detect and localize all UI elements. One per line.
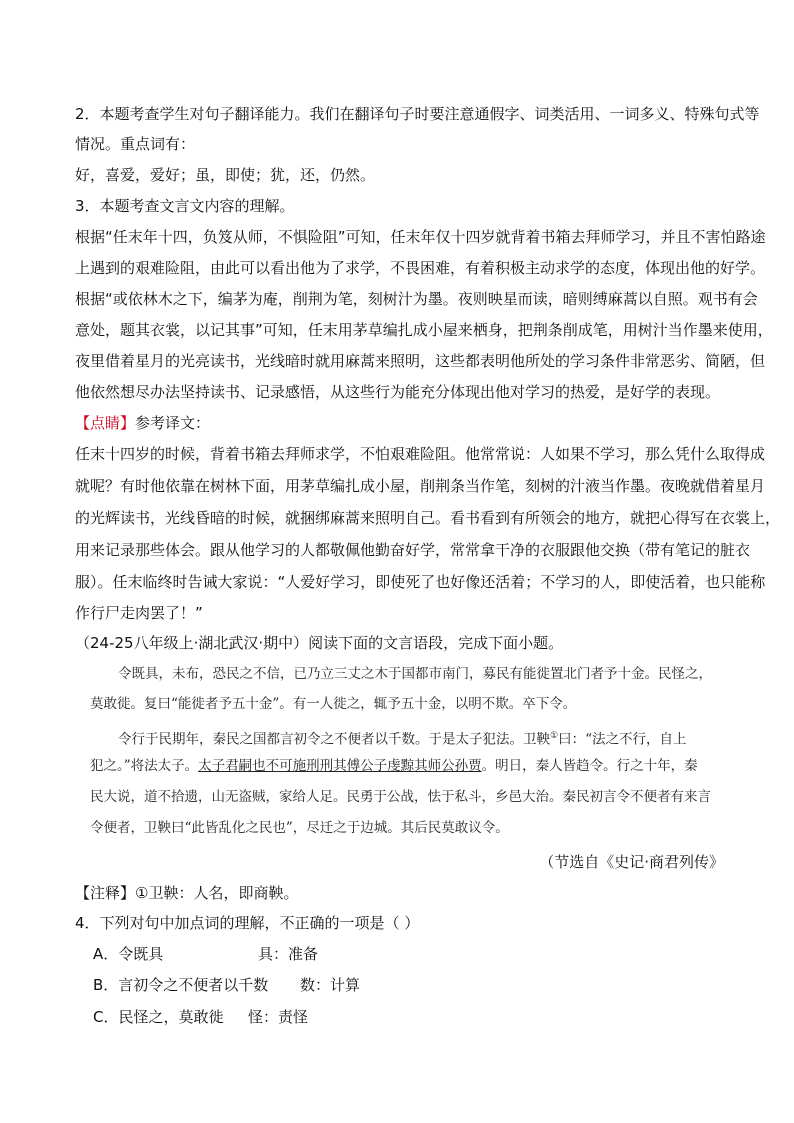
q3-analysis-line6: 夜里借着星月的光亮读书，光线暗时就用麻蒿来照明，这些都表明他所处的学习条件非常恶劣、简陋，但 <box>75 352 766 370</box>
passage-intro: （24-25八年级上·湖北武汉·期中）阅读下面的文言语段，完成下面小题。 <box>75 634 564 652</box>
passage-p2-line2 <box>90 756 730 776</box>
option-b-meaning: 数：计算 <box>300 976 361 994</box>
q2-analysis-line2: 情况。重点词有： <box>75 135 196 153</box>
option-c-label: C．民怪之，莫敢徙 <box>93 1008 224 1026</box>
q3-analysis-line1: 3．本题考查文言文内容的理解。 <box>75 197 295 215</box>
p2-line2-b: 。明日，秦人皆趋令。行之十年，秦 <box>481 758 698 774</box>
option-c[interactable] <box>93 1007 693 1027</box>
passage-note <box>75 883 735 903</box>
p2-line1-text: 令行于民期年，秦民之国都言初令之不便者以千数。于是太子犯法。卫鞅 <box>118 731 550 748</box>
note-tag: 【注释】 <box>75 884 136 902</box>
translation-line5: 服）。任末临终时告诫大家说：“人爱好学习，即使死了也好像还活着；不学习的人，即使活着，也只能称 <box>75 573 766 591</box>
q3-analysis-line3: 上遇到的艰难险阻，由此可以看出他为了求学，不畏困难，有着积极主动求学的态度，体现出他的好学。 <box>75 259 766 277</box>
option-b[interactable] <box>93 975 693 995</box>
question4-stem: 4．下列对句中加点词的理解，不正确的一项是（ ） <box>75 914 420 932</box>
passage-p2-line1 <box>118 726 758 750</box>
q2-analysis-line1: 2．本题考查学生对句子翻译能力。我们在翻译句子时要注意通假字、词类活用、一词多义、特殊句式等 <box>75 105 760 123</box>
passage-source: （节选自《史记·商君列传》 <box>539 853 724 871</box>
p2-line2-a: 犯之。”将法太子。 <box>90 758 199 774</box>
passage-p1-line2: 莫敢徙。复曰“能徙者予五十金”。有一人徙之，辄予五十金，以明不欺。卒下令。 <box>90 696 577 712</box>
option-a-meaning: 具：准备 <box>258 945 319 963</box>
q2-analysis-line3: 好，喜爱，爱好；虽，即使；犹，还，仍然。 <box>75 166 376 184</box>
dianjing-label: 参考译文： <box>135 414 211 432</box>
footnote-marker: ① <box>550 731 559 741</box>
option-c-meaning: 怪：责怪 <box>248 1008 309 1026</box>
passage-p2-line3: 民大说，道不拾遗，山无盗贼，家给人足。民勇于公战，怯于私斗，乡邑大治。秦民初言令不便者有来言 <box>90 789 711 805</box>
translation-line4: 用来记录那些体会。跟从他学习的人都敬佩他勤奋好学，常常拿干净的衣服跟他交换（带有笔记的脏衣 <box>75 541 751 559</box>
q3-analysis-line7: 他依然想尽办法坚持读书、记录感悟，从这些行为能充分体现出他对学习的热爱，是好学的表现。 <box>75 383 721 401</box>
option-a[interactable] <box>93 944 693 964</box>
option-a-label: A．令既具 <box>93 945 164 963</box>
translation-line2: 就呢？有时他依靠在树林下面，用茅草编扎成小屋，削荆条当作笔，刻树的汁液当作墨。夜晚就借着星月 <box>75 477 766 495</box>
q3-analysis-line5: 意处，题其衣裳，以记其事”可知，任末用茅草编扎成小屋来栖身，把荆条削成笔，用树汁当作墨来使用， <box>75 321 773 339</box>
dianjing-heading <box>75 413 735 433</box>
note-text: ①卫鞅：人名，即商鞅。 <box>135 884 299 902</box>
dianjing-tag: 【点睛】 <box>75 414 136 432</box>
passage-p2-line4: 令便者，卫鞅曰“此皆乱化之民也”，尽迁之于边城。其后民莫敢议令。 <box>90 820 509 836</box>
translation-line3: 的光辉读书，光线昏暗的时候，就捆绑麻蒿来照明自己。看书看到有所领会的地方，就把心得写在衣裳上， <box>75 509 781 527</box>
q3-analysis-line4: 根据“或依林木之下，编茅为庵，削荆为笔，刻树汁为墨。夜则映星而读，暗则缚麻蒿以自照。观书有会 <box>75 290 758 308</box>
translation-line6: 作行尸走肉罢了！” <box>75 604 203 622</box>
translation-line1: 任末十四岁的时候，背着书箱去拜师求学，不怕艰难险阻。他常常说：人如果不学习，那么凭什么取得成 <box>75 445 766 463</box>
p2-line1-end: 曰：“法之不行，自上 <box>558 731 687 748</box>
option-b-label: B．言初令之不便者以千数 <box>93 976 269 994</box>
q3-analysis-line2: 根据“任末年十四，负笈从师，不惧险阻”可知，任末年仅十四岁就背着书箱去拜师学习，并且不害怕路途 <box>75 228 766 246</box>
passage-p1-line1: 令既具，未布，恐民之不信，已乃立三丈之木于国都市南门，募民有能徙置北门者予十金。民怪之， <box>118 666 712 682</box>
underlined-sentence: 太子君嗣也不可施刑刑其傅公子虔黥其师公孙贾 <box>198 758 482 774</box>
